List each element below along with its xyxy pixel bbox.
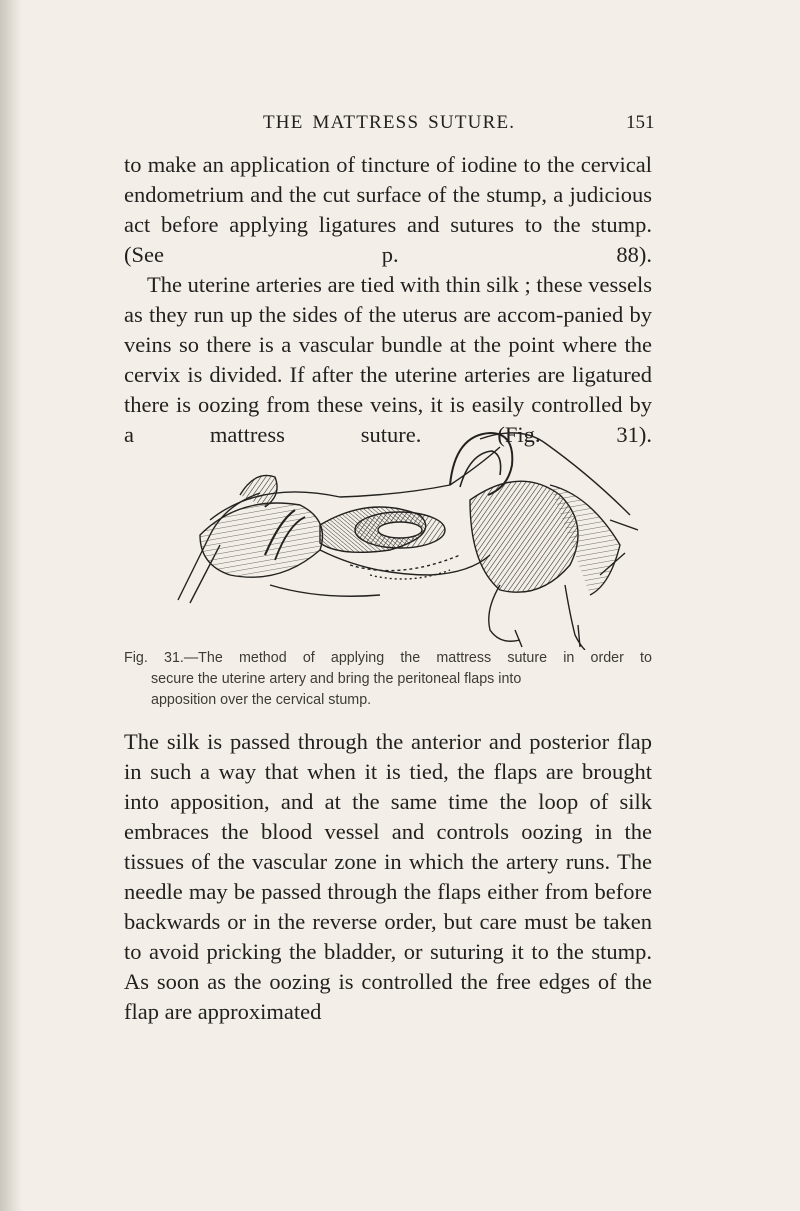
paragraph-1: to make an application of tincture of iodine to the cervical endometrium and the cut surface of the stump, a judicious act before applying ligatures and sutures to the stump. (See p. 88). (124, 152, 652, 267)
mattress-suture-engraving (170, 425, 640, 650)
caption-line-2: secure the uterine artery and bring the peritoneal flaps into (151, 671, 522, 687)
paragraph-3: The silk is passed through the anterior and posterior flap in such a way that when it is tied, the flaps are brought into apposition, and at the same time the loop of silk embraces the blood vessel and controls oozing in the tissues of the vascular zone in which the artery runs. The needle may be passed through the flaps either from before backwards or in the reverse order, but care must be taken to avoid pricking the bladder, or suturing it to the stump. As soon as the oozing is controlled the free edges of the flap are approximated (124, 729, 652, 1024)
paragraph-2: The uterine arteries are tied with thin silk ; these vessels as they run up the sides of the uterus are accom-panied by veins so there is a vascular bundle at the point where the cervix is divided. If after the uterine arteries are ligatured there is oozing from these veins, it is easily controlled by a mattress suture. (Fig. 31). (124, 272, 652, 447)
figure-31-illustration (170, 425, 640, 650)
running-title: THE MATTRESS SUTURE. (263, 112, 516, 133)
page-header (0, 112, 800, 142)
caption-line-1: Fig. 31.—The method of applying the mattress suture in order to (124, 650, 652, 666)
page-edge-shadow (0, 0, 22, 1211)
figure-caption (124, 648, 652, 711)
page-number: 151 (626, 112, 655, 133)
caption-line-3: apposition over the cervical stump. (151, 692, 372, 708)
